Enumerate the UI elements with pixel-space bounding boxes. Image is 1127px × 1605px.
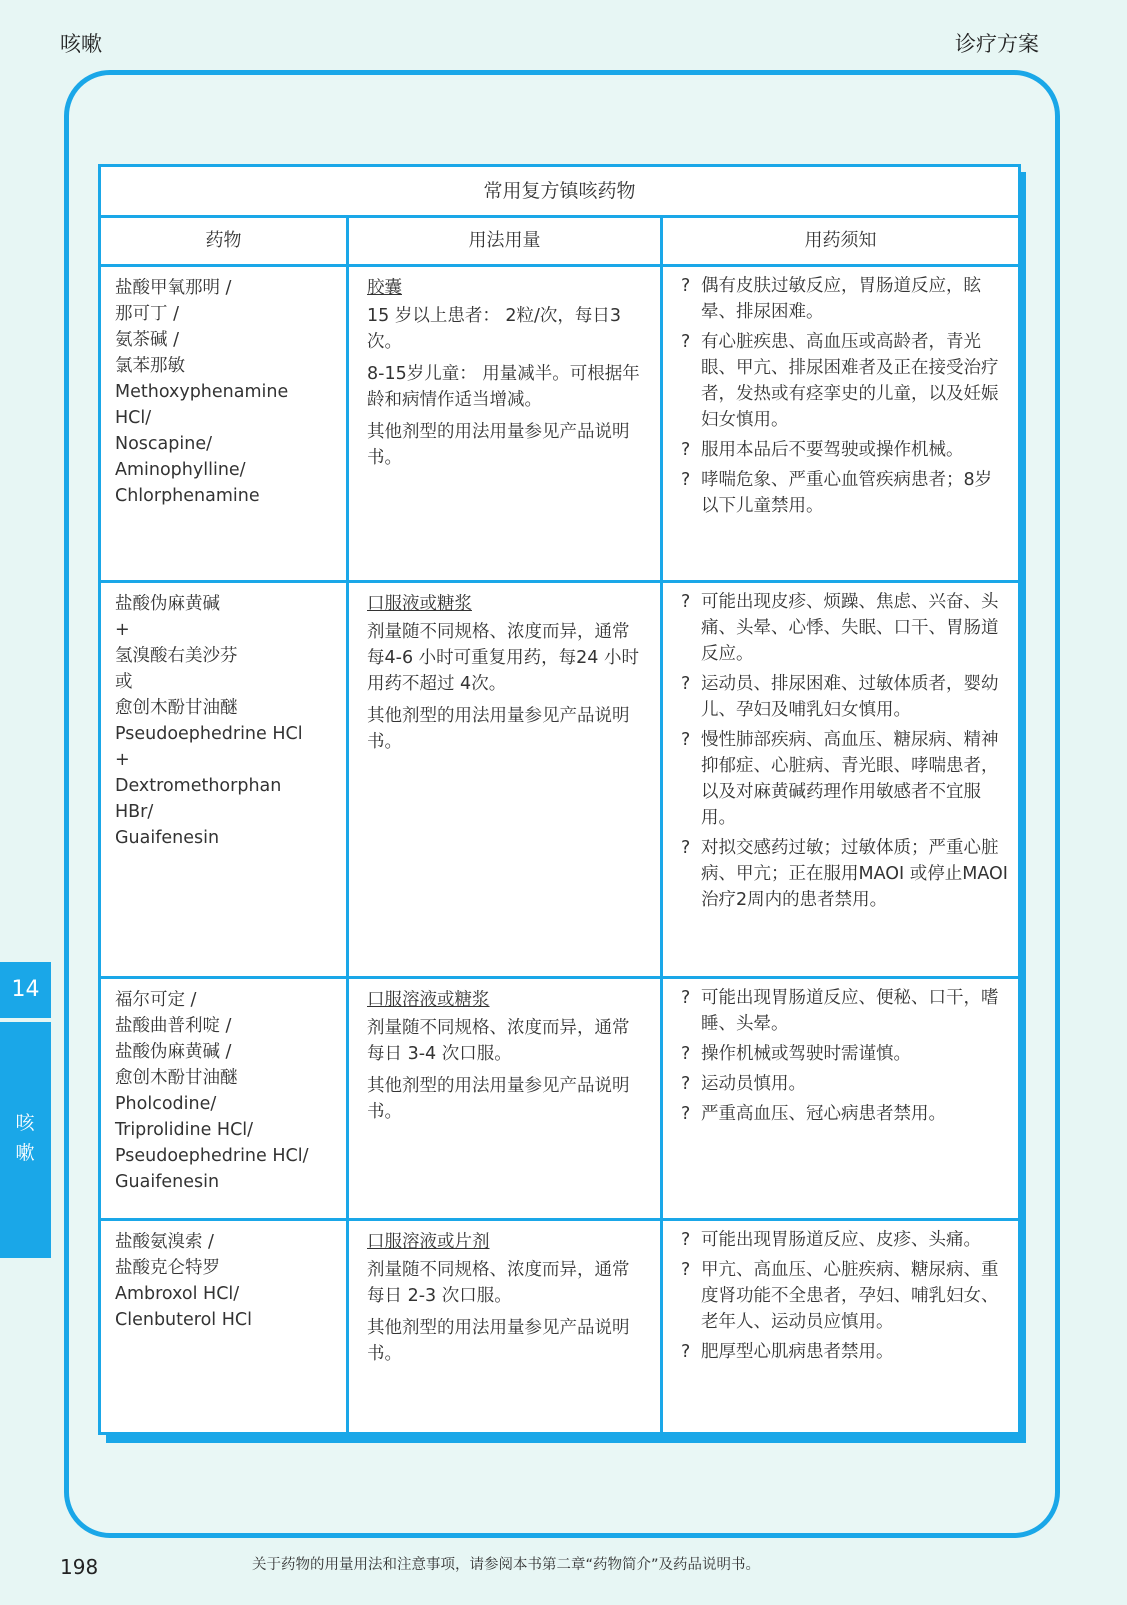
note-marker: ? [681, 1342, 691, 1362]
dosage-form: 口服液或糖浆 [367, 594, 472, 614]
usage-cell [348, 978, 662, 1220]
notes-cell [662, 266, 1020, 582]
note-marker: ? [681, 592, 691, 612]
drug-line: HCl/ [115, 408, 152, 428]
usage-text: 其他剂型的用法用量参见产品说明书。 [367, 1318, 630, 1364]
column-header-notes: 用药须知 [662, 217, 1020, 266]
note-text: 肥厚型心肌病患者禁用。 [701, 1342, 894, 1362]
note-marker: ? [681, 988, 691, 1008]
drug-line: 氯苯那敏 [115, 356, 185, 376]
chapter-side-label: 咳嗽 [15, 1112, 35, 1164]
note-text: 有心脏疾患、高血压或高龄者，青光眼、甲亢、排尿困难者及正在接受治疗者，发热或有痉挛史的儿童，以及妊娠妇女慎用。 [701, 332, 999, 430]
footer-note: 关于药物的用量用法和注意事项，请参阅本书第二章“药物简介”及药品说明书。 [252, 1557, 761, 1573]
note-text: 偶有皮肤过敏反应，胃肠道反应，眩晕、排尿困难。 [701, 276, 981, 322]
drug-line: Clenbuterol HCl [115, 1310, 252, 1330]
drug-line: 氢溴酸右美沙芬 [115, 646, 238, 666]
note-text: 严重高血压、冠心病患者禁用。 [701, 1104, 946, 1124]
note-item [681, 329, 1008, 433]
drug-line: 盐酸伪麻黄碱 / [115, 1042, 232, 1062]
notes-cell [662, 978, 1020, 1220]
drug-line: + [115, 750, 130, 770]
drug-line: 氨茶碱 / [115, 330, 179, 350]
usage-text: 剂量随不同规格、浓度而异，通常每4-6 小时可重复用药，每24 小时用药不超过 4次。 [367, 622, 639, 694]
note-text: 甲亢、高血压、心脏疾病、糖尿病、重度肾功能不全患者，孕妇、哺乳妇女、老年人、运动员应慎用。 [701, 1260, 999, 1332]
note-text: 可能出现皮疹、烦躁、焦虑、兴奋、头痛、头晕、心悸、失眠、口干、胃肠道反应。 [701, 592, 999, 664]
note-text: 慢性肺部疾病、高血压、糖尿病、精神抑郁症、心脏病、青光眼、哮喘患者，以及对麻黄碱药理作用敏感者不宜服用。 [701, 730, 999, 828]
usage-cell [348, 266, 662, 582]
drug-line: Chlorphenamine [115, 486, 260, 506]
usage-cell [348, 1220, 662, 1434]
header-right: 诊疗方案 [955, 32, 1039, 56]
note-marker: ? [681, 1074, 691, 1094]
drug-line: HBr/ [115, 802, 154, 822]
usage-text: 剂量随不同规格、浓度而异，通常每日 2-3 次口服。 [367, 1260, 630, 1306]
dosage-form: 口服溶液或糖浆 [367, 990, 490, 1010]
chapter-number-tab: 14 [0, 962, 51, 1018]
note-item [681, 273, 1008, 325]
note-text: 对拟交感药过敏；过敏体质；严重心脏病、甲亢；正在服用MAOI 或停止MAOI 治疗2周内的患者禁用。 [701, 838, 1008, 910]
note-item [681, 727, 1008, 831]
drug-line: Pholcodine/ [115, 1094, 217, 1114]
column-header-drug: 药物 [100, 217, 348, 266]
note-item [681, 1227, 1008, 1253]
drug-line: 那可丁 / [115, 304, 179, 324]
note-marker: ? [681, 1104, 691, 1124]
drug-cell [100, 582, 348, 978]
page-number: 198 [60, 1555, 99, 1579]
column-header-usage: 用法用量 [348, 217, 662, 266]
dosage-form: 胶囊 [367, 278, 402, 298]
note-text: 运动员、排尿困难、过敏体质者，婴幼儿、孕妇及哺乳妇女慎用。 [701, 674, 999, 720]
notes-cell [662, 1220, 1020, 1434]
drug-cell [100, 1220, 348, 1434]
note-text: 服用本品后不要驾驶或操作机械。 [701, 440, 964, 460]
usage-text: 其他剂型的用法用量参见产品说明书。 [367, 422, 630, 468]
note-item [681, 1339, 1008, 1365]
table-row [100, 1220, 1020, 1434]
table-title: 常用复方镇咳药物 [100, 166, 1020, 217]
table-row [100, 266, 1020, 582]
note-marker: ? [681, 470, 691, 490]
note-item [681, 1071, 1008, 1097]
note-marker: ? [681, 440, 691, 460]
table-row [100, 978, 1020, 1220]
drug-line: Ambroxol HCl/ [115, 1284, 240, 1304]
header-left: 咳嗽 [60, 32, 102, 56]
drug-line: + [115, 620, 130, 640]
note-item [681, 835, 1008, 913]
drug-line: Triprolidine HCl/ [115, 1120, 254, 1140]
note-text: 操作机械或驾驶时需谨慎。 [701, 1044, 911, 1064]
drug-line: 盐酸伪麻黄碱 [115, 594, 220, 614]
drug-table [98, 164, 1021, 1435]
drug-line: Aminophylline/ [115, 460, 246, 480]
notes-cell [662, 582, 1020, 978]
note-item [681, 1257, 1008, 1335]
usage-text: 其他剂型的用法用量参见产品说明书。 [367, 706, 630, 752]
note-item [681, 437, 1008, 463]
note-marker: ? [681, 1230, 691, 1250]
usage-text: 8-15岁儿童： 用量减半。可根据年龄和病情作适当增减。 [367, 364, 640, 410]
drug-line: 盐酸曲普利啶 / [115, 1016, 232, 1036]
note-marker: ? [681, 1044, 691, 1064]
note-item [681, 985, 1008, 1037]
usage-cell [348, 582, 662, 978]
note-marker: ? [681, 838, 691, 858]
drug-line: Pseudoephedrine HCl [115, 724, 303, 744]
note-item [681, 589, 1008, 667]
note-marker: ? [681, 674, 691, 694]
note-marker: ? [681, 276, 691, 296]
note-item [681, 1101, 1008, 1127]
drug-line: Methoxyphenamine [115, 382, 289, 402]
drug-line: Noscapine/ [115, 434, 212, 454]
note-item [681, 671, 1008, 723]
drug-line: 盐酸克仑特罗 [115, 1258, 220, 1278]
drug-line: 盐酸氨溴索 / [115, 1232, 214, 1252]
drug-line: Guaifenesin [115, 1172, 220, 1192]
usage-text: 剂量随不同规格、浓度而异，通常每日 3-4 次口服。 [367, 1018, 630, 1064]
note-item [681, 1041, 1008, 1067]
drug-table-wrapper [98, 164, 1018, 1435]
note-marker: ? [681, 1260, 691, 1280]
drug-line: 愈创木酚甘油醚 [115, 698, 238, 718]
usage-text: 其他剂型的用法用量参见产品说明书。 [367, 1076, 630, 1122]
note-text: 哮喘危象、严重心血管疾病患者；8岁以下儿童禁用。 [701, 470, 993, 516]
note-item [681, 467, 1008, 519]
note-text: 运动员慎用。 [701, 1074, 806, 1094]
usage-text: 15 岁以上患者： 2粒/次，每日3次。 [367, 306, 622, 352]
drug-line: Pseudoephedrine HCl/ [115, 1146, 309, 1166]
dosage-form: 口服溶液或片剂 [367, 1232, 490, 1252]
table-row [100, 582, 1020, 978]
note-marker: ? [681, 730, 691, 750]
drug-cell [100, 266, 348, 582]
drug-line: 盐酸甲氧那明 / [115, 278, 232, 298]
note-marker: ? [681, 332, 691, 352]
drug-line: 愈创木酚甘油醚 [115, 1068, 238, 1088]
drug-line: 或 [115, 672, 133, 692]
drug-line: Dextromethorphan [115, 776, 282, 796]
drug-cell [100, 978, 348, 1220]
drug-line: 福尔可定 / [115, 990, 197, 1010]
note-text: 可能出现胃肠道反应、便秘、口干，嗜睡、头晕。 [701, 988, 999, 1034]
drug-line: Guaifenesin [115, 828, 220, 848]
note-text: 可能出现胃肠道反应、皮疹、头痛。 [701, 1230, 981, 1250]
